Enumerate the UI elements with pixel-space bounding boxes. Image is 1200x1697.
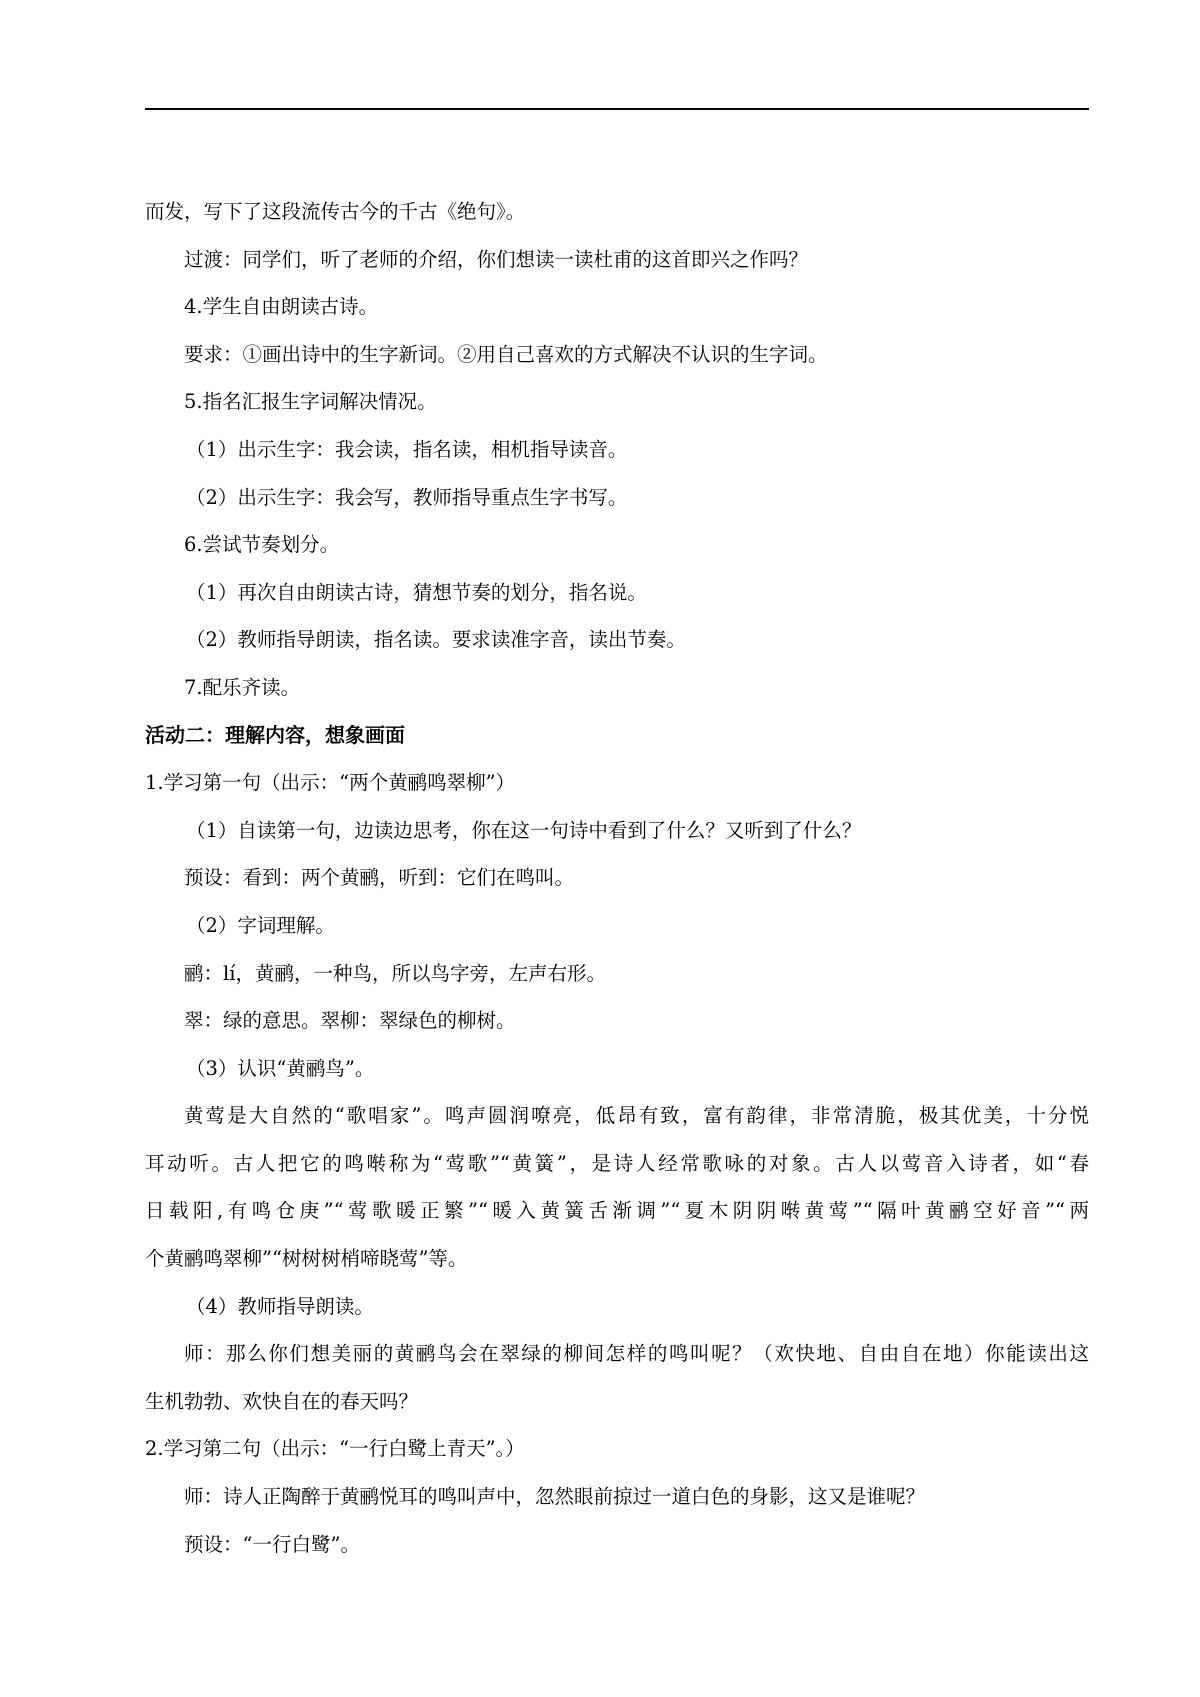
step-item: 2.学习第二句（出示：“一行白鹭上青天”。） <box>145 1437 525 1461</box>
step-item: 6.尝试节奏划分。 <box>184 533 340 557</box>
step-item: 4.学生自由朗读古诗。 <box>184 295 379 319</box>
step-item: 5.指名汇报生字词解决情况。 <box>184 390 437 414</box>
paragraph-line: 预设：看到：两个黄鹂，听到：它们在鸣叫。 <box>184 866 575 890</box>
sub-item: （2）教师指导朗读，指名读。要求读准字音，读出节奏。 <box>186 628 686 652</box>
paragraph-line: 翠：绿的意思。翠柳：翠绿色的柳树。 <box>184 1009 516 1033</box>
paragraph-line: 生机勃勃、欢快自在的春天吗？ <box>145 1389 419 1413</box>
paragraph-line: 师：诗人正陶醉于黄鹂悦耳的鸣叫声中，忽然眼前掠过一道白色的身影，这又是谁呢？ <box>184 1485 926 1509</box>
step-item: 1.学习第一句（出示：“两个黄鹂鸣翠柳”） <box>145 771 516 795</box>
paragraph-line: 而发，写下了这段流传古今的千古《绝句》。 <box>145 200 526 223</box>
paragraph-line: 日载阳,有鸣仓庚”“莺歌暖正繁”“暖入黄簧舌渐调”“夏木阴阴啭黄莺”“隔叶黄鹂空好音”“两 <box>145 1199 1089 1223</box>
paragraph-line: 要求：①画出诗中的生字新词。②用自己喜欢的方式解决不认识的生字词。 <box>184 342 828 366</box>
paragraph-line: 鹂：lí，黄鹂，一种鸟，所以鸟字旁，左声右形。 <box>184 961 606 985</box>
sub-item: （2）字词理解。 <box>186 913 335 937</box>
sub-item: （3）认识“黄鹂鸟”。 <box>186 1056 375 1080</box>
paragraph-line: 过渡：同学们，听了老师的介绍，你们想读一读杜甫的这首即兴之作吗？ <box>184 247 809 271</box>
step-item: 7.配乐齐读。 <box>184 675 301 699</box>
document-body <box>145 188 1089 1568</box>
sub-item: （4）教师指导朗读。 <box>186 1294 374 1318</box>
sub-item: （1）出示生字：我会读，指名读，相机指导读音。 <box>186 437 628 461</box>
header-rule <box>145 108 1089 110</box>
paragraph-line: 预设：“一行白鹭”。 <box>184 1532 360 1556</box>
paragraph-line: 个黄鹂鸣翠柳”“树树树梢啼晓莺”等。 <box>145 1247 468 1271</box>
sub-item: （1）再次自由朗读古诗，猜想节奏的划分，指名说。 <box>186 580 647 604</box>
section-heading: 活动二：理解内容，想象画面 <box>145 722 405 747</box>
sub-item: （2）出示生字：我会写，教师指导重点生字书写。 <box>186 485 628 509</box>
paragraph-line: 黄莺是大自然的“歌唱家”。鸣声圆润嘹亮，低昂有致，富有韵律，非常清脆，极其优美，十分悦 <box>184 1104 1089 1128</box>
paragraph-line: 耳动听。古人把它的鸣啭称为“莺歌”“黄簧”，是诗人经常歌咏的对象。古人以莺音入诗者，如“春 <box>145 1151 1089 1175</box>
paragraph-line: 师：那么你们想美丽的黄鹂鸟会在翠绿的柳间怎样的鸣叫呢？（欢快地、自由自在地）你能读出这 <box>184 1342 1089 1366</box>
sub-item: （1）自读第一句，边读边思考，你在这一句诗中看到了什么？又听到了什么？ <box>186 818 862 842</box>
